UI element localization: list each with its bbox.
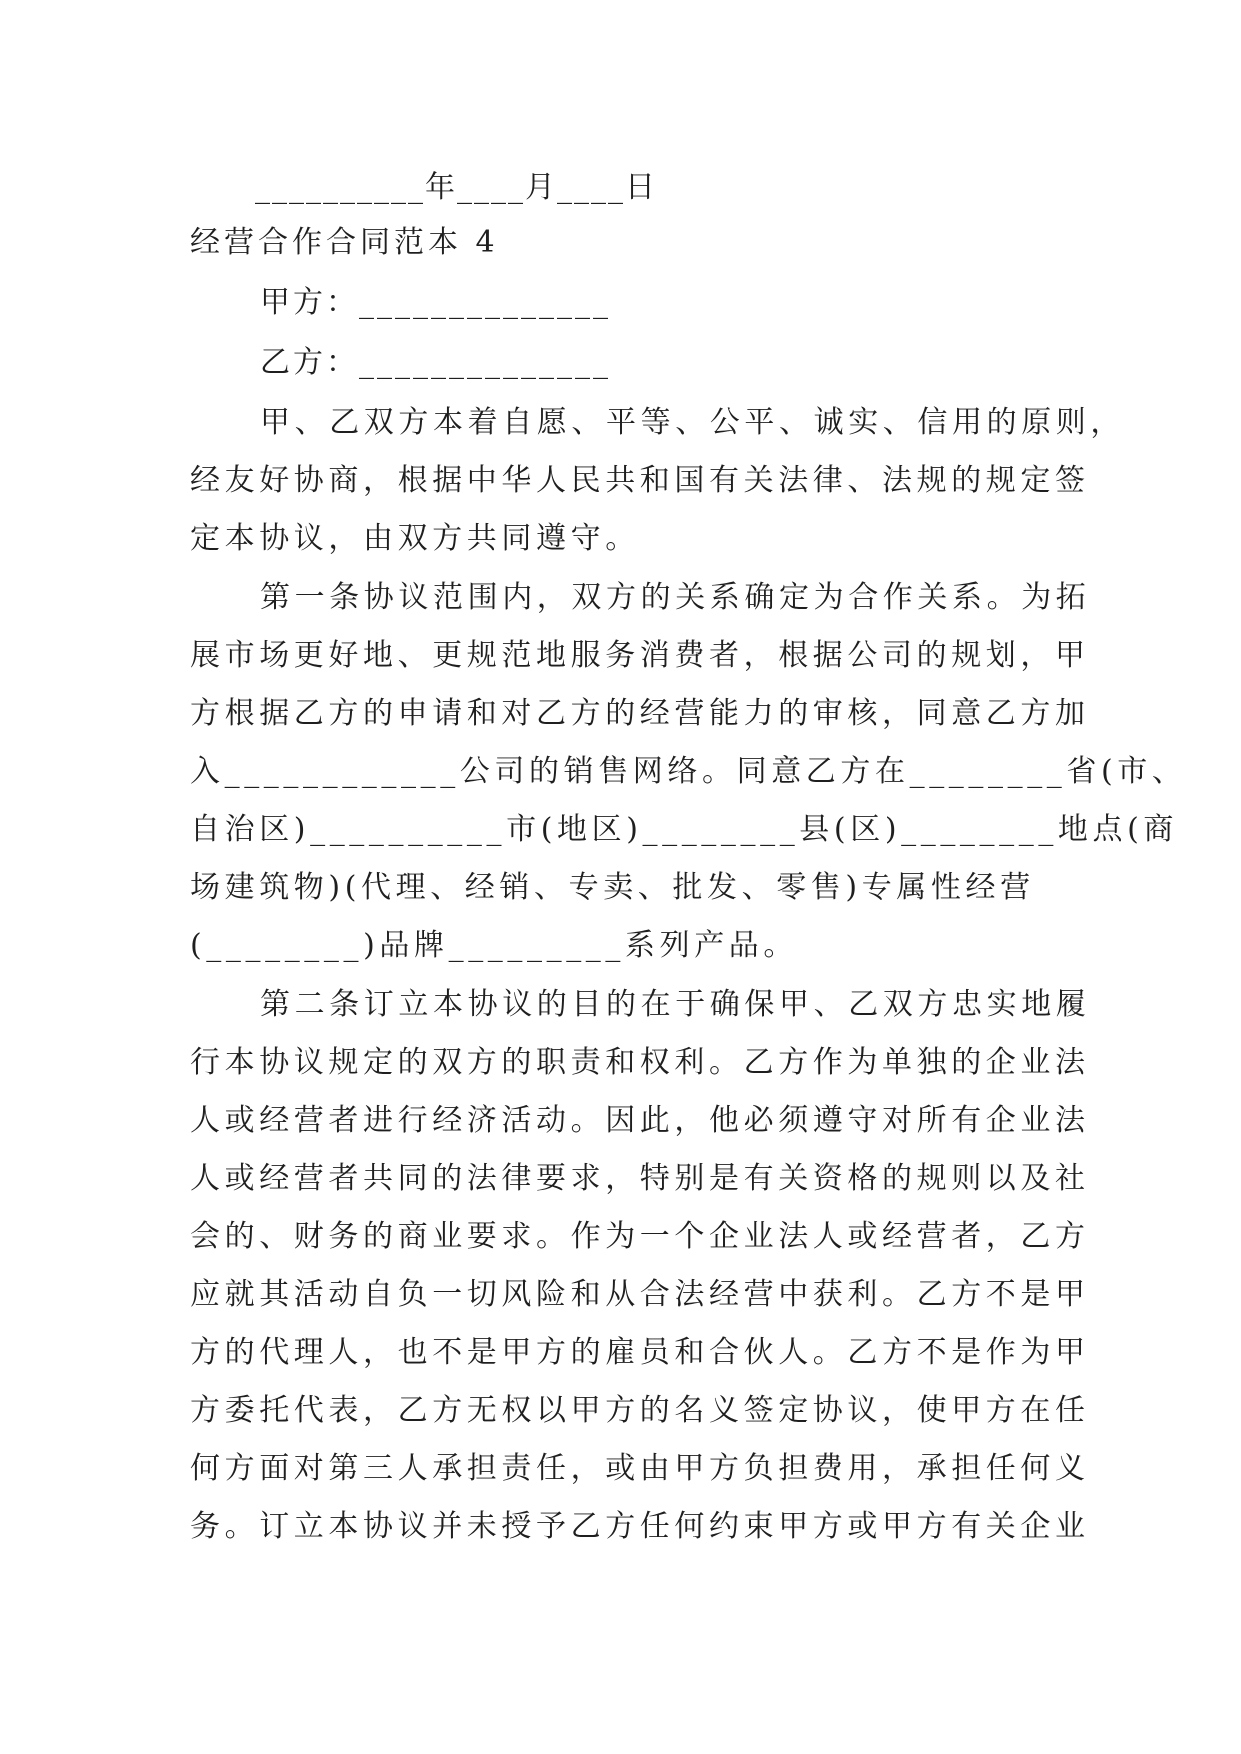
- article-2-line: 行本协议规定的双方的职责和权利。乙方作为单独的企业法: [190, 1045, 1090, 1080]
- party-b-field: 乙方：______________: [260, 345, 611, 380]
- article-1-line: 方根据乙方的申请和对乙方的经营能力的审核，同意乙方加: [190, 696, 1090, 731]
- article-2-line: 方的代理人，也不是甲方的雇员和合伙人。乙方不是作为甲: [190, 1335, 1090, 1370]
- article-1-line: 入____________公司的销售网络。同意乙方在________省(市、: [190, 754, 1187, 789]
- article-2-line: 应就其活动自负一切风险和从合法经营中获利。乙方不是甲: [190, 1277, 1090, 1312]
- party-a-field: 甲方：______________: [260, 285, 611, 320]
- article-2-line: 人或经营者进行经济活动。因此，他必须遵守对所有企业法: [190, 1103, 1090, 1138]
- article-2-line: 方委托代表，乙方无权以甲方的名义签定协议，使甲方在任: [190, 1393, 1090, 1428]
- article-2-line: 会的、财务的商业要求。作为一个企业法人或经营者，乙方: [190, 1219, 1090, 1254]
- preamble-line: 经友好协商，根据中华人民共和国有关法律、法规的规定签: [190, 463, 1090, 498]
- article-2-line: 人或经营者共同的法律要求，特别是有关资格的规则以及社: [190, 1161, 1090, 1196]
- article-1-line: 自治区)__________市(地区)________县(区)________地点(商: [190, 812, 1179, 847]
- article-2-line: 何方面对第三人承担责任，或由甲方负担费用，承担任何义: [190, 1451, 1090, 1486]
- preamble-line: 甲、乙双方本着自愿、平等、公平、诚实、信用的原则，: [260, 405, 1125, 440]
- article-1-line: (________)品牌_________系列产品。: [190, 928, 799, 963]
- article-2-line: 务。订立本协议并未授予乙方任何约束甲方或甲方有关企业: [190, 1509, 1090, 1544]
- article-2-line: 第二条订立本协议的目的在于确保甲、乙双方忠实地履: [260, 987, 1091, 1022]
- article-1-line: 场建筑物)(代理、经销、专卖、批发、零售)专属性经营: [190, 870, 1035, 905]
- date-line: __________年____月____日: [255, 170, 657, 205]
- document-title: 经营合作合同范本 4: [190, 225, 499, 260]
- article-1-line: 第一条协议范围内，双方的关系确定为合作关系。为拓: [260, 580, 1091, 615]
- article-1-line: 展市场更好地、更规范地服务消费者，根据公司的规划，甲: [190, 638, 1090, 673]
- preamble-line: 定本协议，由双方共同遵守。: [190, 521, 640, 556]
